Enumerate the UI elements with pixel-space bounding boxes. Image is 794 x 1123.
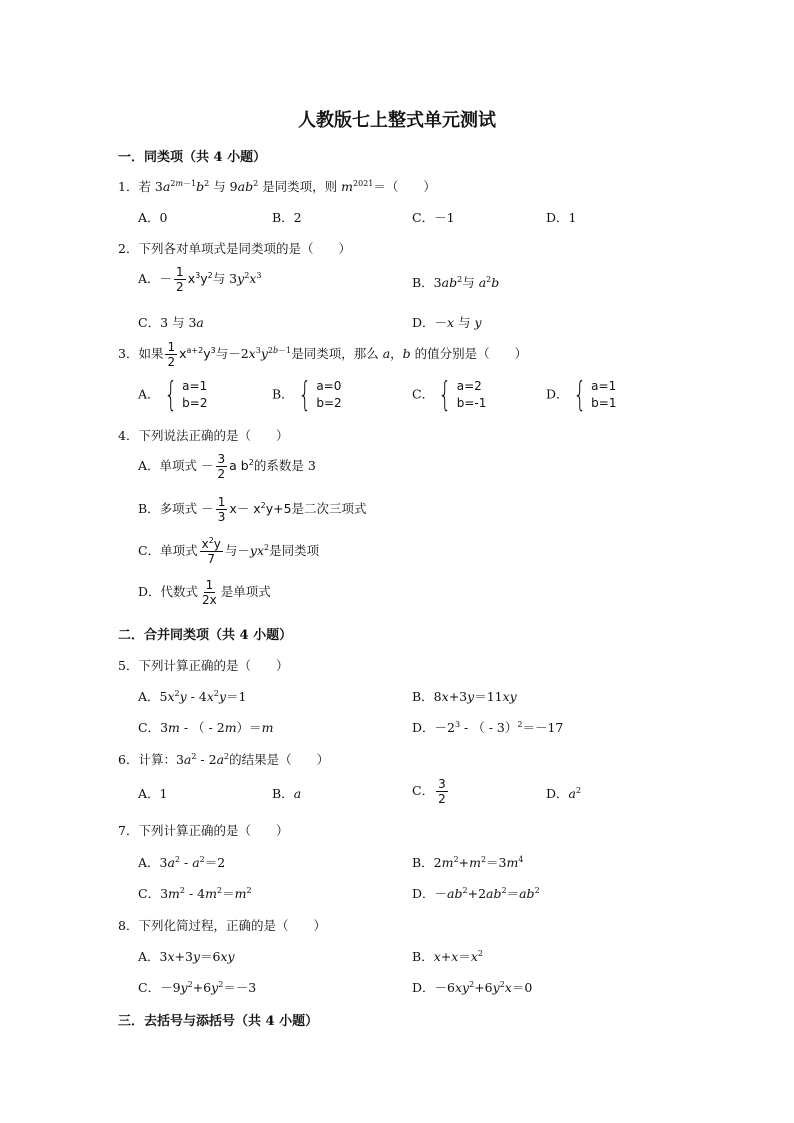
section-heading-1: 一．同类项（共 4 小题）	[118, 150, 267, 165]
question-2-option-a[interactable]: A．－ $\frac{1}{2}$ $x^3y^2$与 $3y^2x^3$	[138, 265, 262, 294]
question-8-option-c[interactable]: C．$-9y^2+6y^2=-3$	[138, 979, 257, 995]
question-5-option-a[interactable]: A．$5x^2y - 4x^2y=1$	[138, 688, 247, 704]
question-3-stem: 3．如果 $\frac{1}{2}$ $x^{a+2}y^3$与$-2x^3y^{2b-1}$是同类项，那么 a，b 的值分别是（ ）	[118, 340, 528, 369]
section-heading-3: 三．去括号与添括号（共 4 小题）	[118, 1014, 319, 1029]
question-6-option-b[interactable]: B．a	[272, 786, 302, 801]
question-3-option-a[interactable]: A． { a=1 b=2	[138, 375, 208, 415]
question-1-option-b[interactable]: B．2	[272, 210, 302, 225]
question-2-option-b[interactable]: B．$3ab^2$与 $a^2b$	[412, 274, 500, 290]
question-1-option-c[interactable]: C．－1	[412, 210, 455, 225]
question-1-option-a[interactable]: A．0	[138, 210, 168, 225]
section-heading-2: 二．合并同类项（共 4 小题）	[118, 628, 293, 643]
question-4-stem: 4．下列说法正确的是（ ）	[118, 428, 289, 443]
question-2-option-c[interactable]: C．3 与 3a	[138, 315, 204, 330]
question-2-stem: 2．下列各对单项式是同类项的是（ ）	[118, 241, 351, 256]
question-5-option-b[interactable]: B．8x+3y＝11xy	[412, 689, 517, 704]
question-5-stem: 5．下列计算正确的是（ ）	[118, 658, 289, 673]
question-3-option-c[interactable]: C． { a=2 b=-1	[412, 375, 487, 415]
question-7-option-c[interactable]: C．$3m^2 - 4m^2=m^2$	[138, 885, 252, 901]
question-3-option-b[interactable]: B． { a=0 b=2	[272, 375, 342, 415]
question-4-option-c[interactable]: C．单项式 $\frac{x^2y}{7}$ 与$-yx^2$是同类项	[138, 536, 320, 566]
document-title: 人教版七上整式单元测试	[298, 110, 496, 131]
question-3-option-d[interactable]: D． { a=1 b=1	[546, 375, 617, 415]
question-4-option-b[interactable]: B．多项式 － $\frac{1}{3}$ $x- x^2y+5$是二次三项式	[138, 495, 367, 524]
question-8-option-a[interactable]: A．3x+3y＝6xy	[138, 949, 235, 964]
question-8-option-d[interactable]: D．$-6xy^2+6y^2x=0$	[412, 979, 533, 995]
question-6-option-d[interactable]: D．$a^2$	[546, 785, 582, 801]
question-4-option-a[interactable]: A．单项式 － $\frac{3}{2}$ a $b^2$的系数是 3	[138, 452, 316, 481]
question-7-option-a[interactable]: A．$3a^2 - a^2=2$	[138, 854, 226, 870]
question-5-option-c[interactable]: C．3m - （ - 2m）＝m	[138, 720, 274, 735]
question-6-option-c[interactable]: C． $\frac{3}{2}$	[412, 777, 446, 806]
question-7-stem: 7．下列计算正确的是（ ）	[118, 823, 289, 838]
question-1-stem: 1．若 $3a^{2m-1}b^2$ 与 $9ab^2$ 是同类项，则 $m^{2021}=$（ ）	[118, 178, 436, 194]
question-2-option-d[interactable]: D．－x 与 y	[412, 315, 482, 330]
question-7-option-d[interactable]: D．$-ab^2+2ab^2=ab^2$	[412, 885, 540, 901]
question-6-option-a[interactable]: A．1	[138, 786, 168, 801]
question-7-option-b[interactable]: B．$2m^2+m^2=3m^4$	[412, 854, 524, 870]
question-5-option-d[interactable]: D．$-2^3$ - （ - 3）$^2$＝－17	[412, 719, 564, 735]
question-8-option-b[interactable]: B．$x+x=x^2$	[412, 948, 483, 964]
question-8-stem: 8．下列化简过程，正确的是（ ）	[118, 918, 326, 933]
question-4-option-d[interactable]: D．代数式 $\frac{1}{2x}$ 是单项式	[138, 578, 271, 607]
question-6-stem: 6．计算：$3a^2 - 2a^2$的结果是（ ）	[118, 751, 330, 767]
question-1-option-d[interactable]: D．1	[546, 210, 577, 225]
